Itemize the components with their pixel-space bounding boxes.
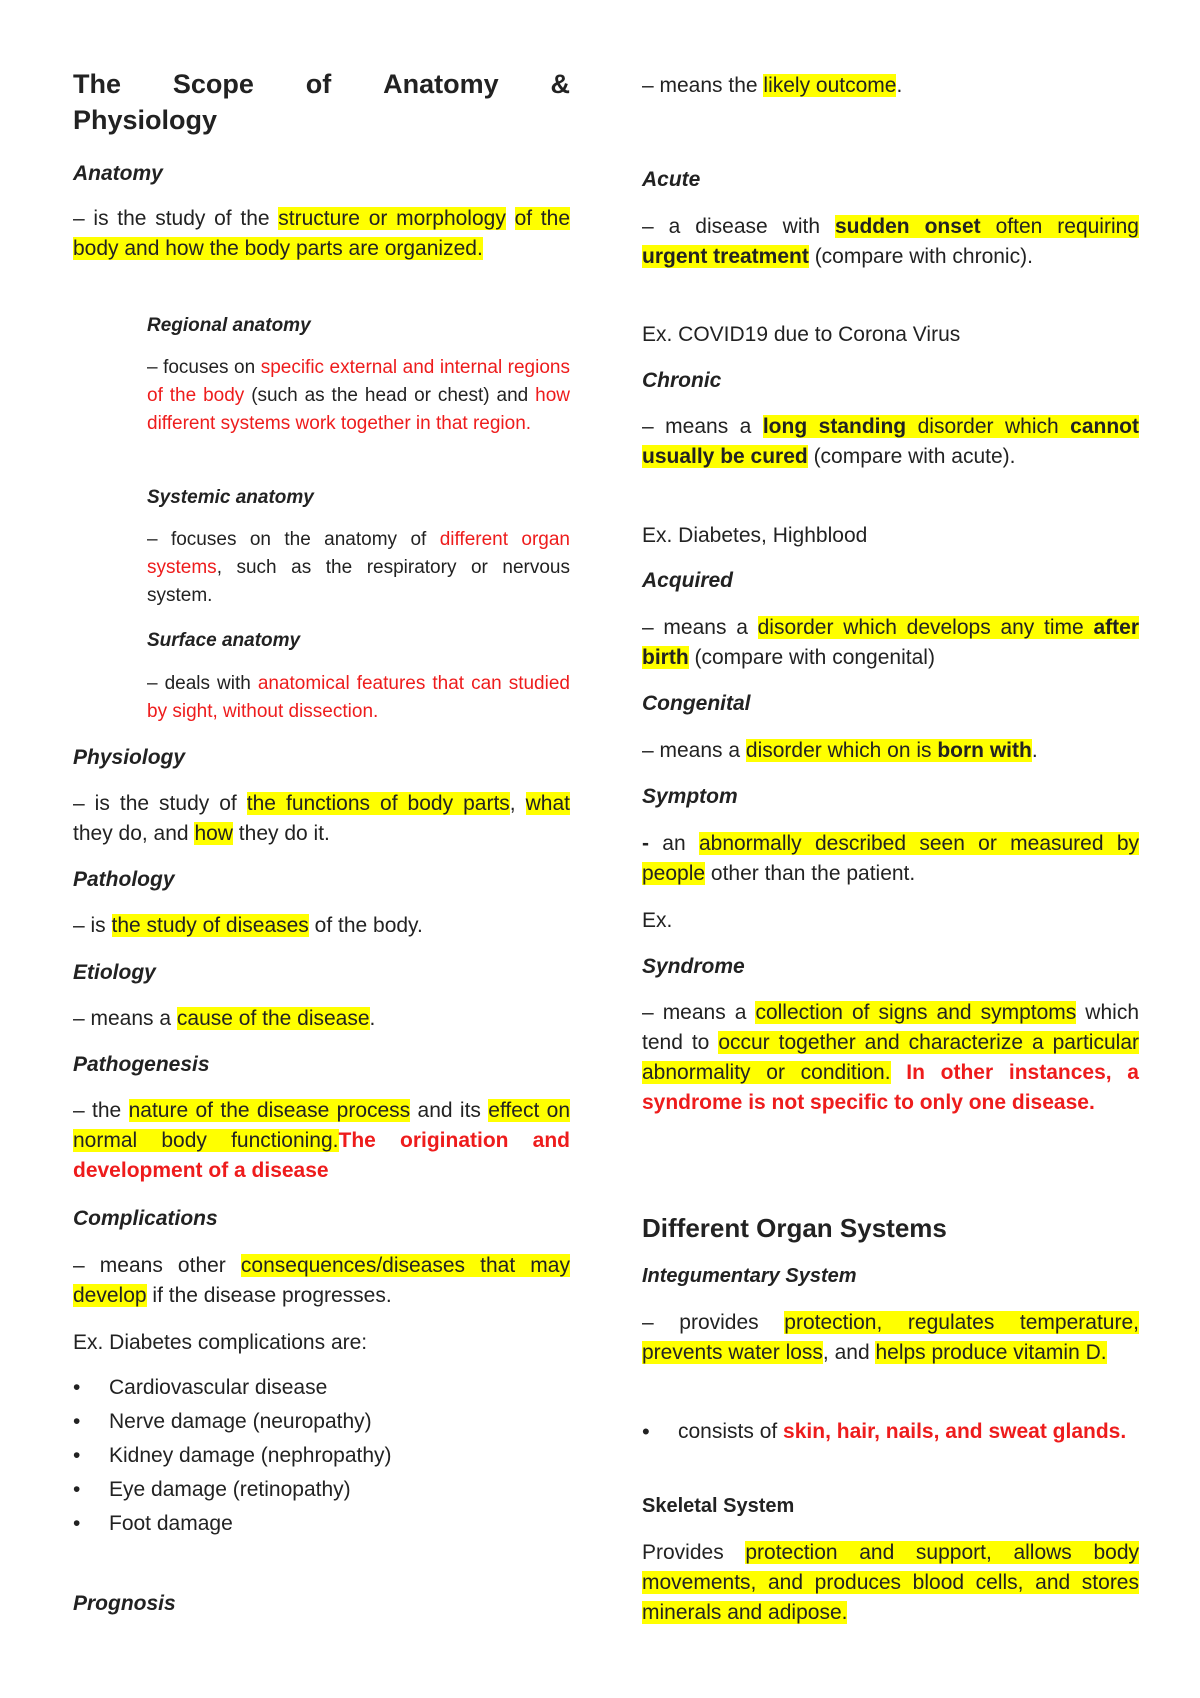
complications-example: Ex. Diabetes complications are:: [73, 1331, 368, 1354]
anatomy-definition: – is the study of the structure or morphology of the body and how the body parts are organized.: [73, 207, 570, 260]
etiology-definition: – means a cause of the disease.: [73, 1007, 376, 1030]
acute-example: Ex. COVID19 due to Corona Virus: [642, 323, 961, 346]
congenital-heading: Congenital: [642, 692, 751, 715]
systemic-anatomy-definition: – focuses on the anatomy of different organ systems, such as the respiratory or nervous system.: [147, 529, 570, 606]
chronic-heading: Chronic: [642, 369, 722, 392]
complications-heading: Complications: [73, 1207, 218, 1230]
list-item: • Kidney damage (nephropathy): [73, 1439, 570, 1473]
skeletal-definition: Provides protection and support, allows body movements, and produces blood cells, and stores minerals and adipose.: [642, 1541, 1139, 1624]
symptom-heading: Symptom: [642, 785, 738, 808]
symptom-definition: - an abnormally described seen or measured by people other than the patient.: [642, 832, 1140, 885]
systemic-anatomy-heading: Systemic anatomy: [147, 487, 314, 508]
page-title: [73, 66, 570, 138]
congenital-definition: – means a disorder which on is born with.: [642, 739, 1038, 762]
list-item: • Nerve damage (neuropathy): [73, 1405, 570, 1439]
syndrome-heading: Syndrome: [642, 955, 745, 978]
list-item: • Cardiovascular disease: [73, 1371, 570, 1405]
regional-anatomy-heading: Regional anatomy: [147, 315, 311, 336]
pathogenesis-heading: Pathogenesis: [73, 1053, 210, 1076]
prognosis-definition: – means the likely outcome.: [642, 74, 903, 97]
complications-list: [73, 1371, 570, 1541]
list-item: • Eye damage (retinopathy): [73, 1473, 570, 1507]
physiology-definition: – is the study of the functions of body parts, what they do, and how they do it.: [73, 792, 570, 845]
acquired-definition: – means a disorder which develops any time after birth (compare with congenital): [642, 616, 1139, 669]
surface-anatomy-definition: – deals with anatomical features that can studied by sight, without dissection.: [147, 673, 570, 722]
list-item: • consists of skin, hair, nails, and sweat glands.: [642, 1415, 1139, 1449]
integumentary-bullets: [642, 1415, 1139, 1449]
surface-anatomy-heading: Surface anatomy: [147, 630, 301, 651]
chronic-example: Ex. Diabetes, Highblood: [642, 524, 868, 547]
physiology-heading: Physiology: [73, 746, 186, 769]
pathology-heading: Pathology: [73, 868, 175, 891]
chronic-definition: – means a long standing disorder which cannot usually be cured (compare with acute).: [642, 415, 1139, 468]
prognosis-heading: Prognosis: [73, 1592, 176, 1615]
etiology-heading: Etiology: [73, 961, 156, 984]
acute-definition: – a disease with sudden onset often requiring urgent treatment (compare with chronic).: [642, 215, 1139, 268]
syndrome-definition: – means a collection of signs and symptoms which tend to occur together and characterize a particular abnormality or condition. In other instances, a syndrome is not specific to only one disease.: [642, 1001, 1139, 1114]
pathogenesis-definition: – the nature of the disease process and its effect on normal body functioning.The origination and development of a disease: [73, 1099, 571, 1182]
page-title-line2: Physiology: [73, 105, 218, 135]
anatomy-heading: Anatomy: [73, 162, 163, 185]
symptom-example: Ex.: [642, 909, 673, 932]
integumentary-definition: – provides protection, regulates temperature, prevents water loss, and helps produce vitamin D.: [642, 1311, 1139, 1364]
acquired-heading: Acquired: [642, 569, 734, 592]
skeletal-heading: Skeletal System: [642, 1495, 795, 1517]
complications-definition: – means other consequences/diseases that may develop if the disease progresses.: [73, 1254, 570, 1307]
pathology-definition: – is the study of diseases of the body.: [73, 914, 423, 937]
organ-systems-title: Different Organ Systems: [642, 1213, 947, 1243]
regional-anatomy-definition: – focuses on specific external and internal regions of the body (such as the head or chest) and how different systems work together in that region.: [147, 357, 570, 434]
acute-heading: Acute: [642, 168, 701, 191]
list-item: • Foot damage: [73, 1507, 570, 1541]
page-title-line1: The Scope of Anatomy &: [73, 69, 570, 99]
integumentary-heading: Integumentary System: [642, 1265, 857, 1287]
